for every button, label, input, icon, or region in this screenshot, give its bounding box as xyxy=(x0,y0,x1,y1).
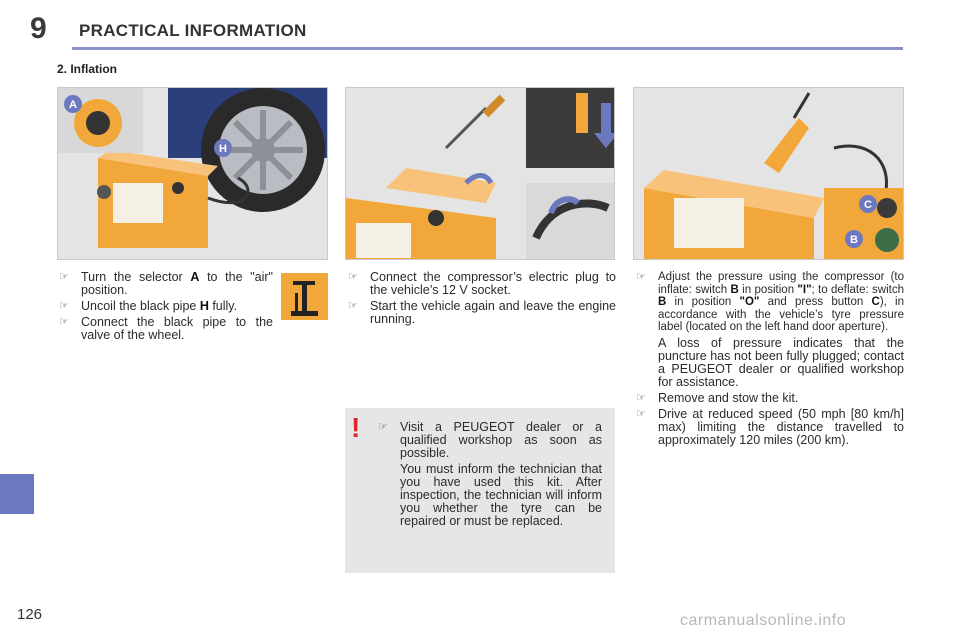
list-item: ☞ Drive at reduced speed (50 mph [80 km/h] max) limiting the distance travelled to approximately 120 miles (200 km). xyxy=(636,406,904,447)
callout-b: B xyxy=(850,234,858,246)
section-title: 2. Inflation xyxy=(57,62,117,76)
figure-electric-plug xyxy=(345,87,615,260)
callout-a: A xyxy=(69,99,77,111)
compressor-switch-illustration xyxy=(634,88,904,260)
figure-pressure-adjust xyxy=(633,87,904,260)
list-item: ☞ Adjust the pressure using the compressor (to inflate: switch B in position "I"; to deflate: switch B in position "O" and press button C), in accordance with the vehicle’s tyre pressure label (located on the left hand door aperture). xyxy=(636,271,904,333)
pointing-finger-icon: ☞ xyxy=(59,300,69,312)
watermark: carmanualsonline.info xyxy=(680,612,847,629)
pointing-finger-icon: ☞ xyxy=(348,300,358,312)
pointing-finger-icon: ☞ xyxy=(59,271,69,283)
pointing-finger-icon: ☞ xyxy=(59,316,69,328)
pointing-finger-icon: ☞ xyxy=(636,391,646,404)
chapter-number: 9 xyxy=(30,12,47,45)
pointing-finger-icon: ☞ xyxy=(636,271,646,283)
callout-h: H xyxy=(219,143,227,155)
pointing-finger-icon: ☞ xyxy=(348,271,358,283)
list-item: ☞ Remove and stow the kit. xyxy=(636,390,799,405)
instructions-column-3 xyxy=(634,271,904,450)
list-item: ☞ Uncoil the black pipe H fully. xyxy=(59,299,238,313)
list-item: ☞ Turn the selector A to the "air" position. xyxy=(59,270,273,297)
figure-selector-and-pipe xyxy=(57,87,328,260)
compressor-plug-illustration xyxy=(346,88,615,260)
jack-icon xyxy=(281,273,328,320)
warning-text xyxy=(376,421,602,531)
list-item: ☞ Connect the compressor’s electric plug to the vehicle’s 12 V socket. xyxy=(348,270,616,297)
exclamation-icon: ! xyxy=(351,412,361,443)
callout-c: C xyxy=(864,199,872,211)
page-number: 126 xyxy=(17,606,43,623)
pressure-loss-note: A loss of pressure indicates that the puncture has not been fully plugged; contact a PEUGEOT dealer or qualified workshop for assistance. xyxy=(658,335,904,389)
list-item: ☞ Visit a PEUGEOT dealer or a qualified workshop as soon as possible. xyxy=(378,420,602,460)
compressor-wheel-illustration xyxy=(58,88,328,260)
pointing-finger-icon: ☞ xyxy=(378,421,388,433)
list-item: ☞ Connect the black pipe to the valve of the wheel. xyxy=(59,315,273,342)
instructions-column-1 xyxy=(57,271,273,345)
warning-note: You must inform the technician that you have used this kit. After inspection, the technician will inform you whether the tyre can be repaired or must be replaced. xyxy=(400,462,602,528)
header-rule xyxy=(72,47,903,50)
instructions-column-2 xyxy=(346,271,616,329)
list-item: ☞ Start the vehicle again and leave the engine running. xyxy=(348,299,616,326)
chapter-side-tab xyxy=(0,474,34,514)
chapter-title: PRACTICAL INFORMATION xyxy=(79,21,307,40)
pointing-finger-icon: ☞ xyxy=(636,407,646,420)
